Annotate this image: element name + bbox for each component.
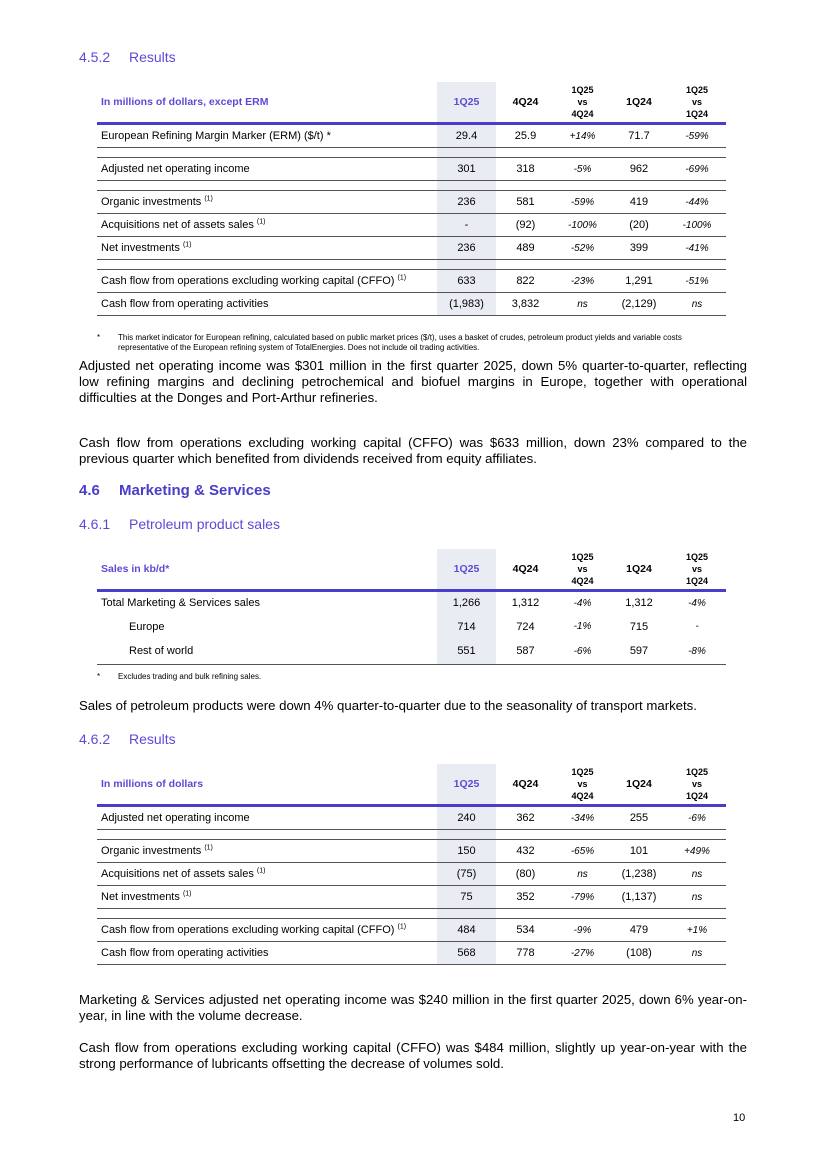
cell-1q25: 301 bbox=[437, 158, 496, 181]
header-part: 1Q25 bbox=[571, 85, 594, 95]
cell-var-1q24: -6% bbox=[688, 812, 706, 824]
row-label bbox=[97, 863, 437, 886]
cell-var-1q24: -59% bbox=[685, 130, 709, 142]
cell-var-4q24: -1% bbox=[573, 621, 592, 632]
row-label-text: Adjusted net operating income bbox=[101, 812, 250, 824]
cell-1q24: 1,312 bbox=[625, 597, 653, 609]
cell-1q24: 255 bbox=[629, 812, 649, 824]
marketing-results-table bbox=[97, 764, 726, 965]
row-label bbox=[97, 293, 437, 316]
footnote-ref: (1) bbox=[397, 923, 407, 931]
table-spacer bbox=[97, 181, 726, 191]
row-label-text: Acquisitions net of assets sales bbox=[101, 868, 254, 880]
header-part: 1Q25 bbox=[685, 85, 709, 95]
cell-4q24: 318 bbox=[496, 158, 555, 181]
cell-1q25: 150 bbox=[437, 840, 496, 863]
paragraph: Sales of petroleum products were down 4% quarter-to-quarter due to the seasonality of transport markets. bbox=[79, 698, 697, 713]
row-label: Rest of world bbox=[97, 639, 437, 664]
table-spacer bbox=[97, 909, 726, 919]
table-row bbox=[97, 840, 726, 863]
table-row bbox=[97, 158, 726, 181]
header-part: 1Q24 bbox=[685, 109, 709, 119]
header-part: vs bbox=[691, 779, 702, 789]
table-spacer bbox=[97, 830, 726, 840]
cell-var-4q24: -52% bbox=[555, 237, 610, 260]
header-part: vs bbox=[577, 779, 588, 789]
header-var-1q24 bbox=[668, 549, 726, 591]
cell-var-1q24: ns bbox=[668, 863, 726, 886]
cell-1q24: (108) bbox=[610, 942, 668, 965]
cell-1q24: 71.7 bbox=[628, 130, 650, 142]
cell-var-4q24: -79% bbox=[555, 886, 610, 909]
table-row bbox=[97, 237, 726, 260]
cell-var-4q24: -100% bbox=[555, 214, 610, 237]
row-label-text: Organic investments bbox=[101, 196, 202, 208]
cell-4q24: 534 bbox=[496, 919, 555, 942]
cell-1q24: (1,238) bbox=[610, 863, 668, 886]
cell-1q24: 419 bbox=[610, 191, 668, 214]
row-label bbox=[97, 158, 437, 181]
table-header-row bbox=[97, 764, 726, 806]
table-row bbox=[97, 919, 726, 942]
row-label bbox=[97, 191, 437, 214]
cell-1q24: 1,291 bbox=[610, 270, 668, 293]
table-row bbox=[97, 806, 726, 830]
cell-var-4q24: -5% bbox=[555, 158, 610, 181]
footnote-ref: (1) bbox=[204, 195, 213, 203]
row-label-text: European Refining Margin Marker (ERM) ($/t) * bbox=[101, 130, 331, 142]
section-title: Petroleum product sales bbox=[129, 516, 280, 532]
cell-var-1q24: ns bbox=[668, 886, 726, 909]
header-4q24: 4Q24 bbox=[496, 82, 555, 124]
paragraph: Marketing & Services adjusted net operating income was $240 million in the first quarter 2025, down 6% year-on-year, in line with the volume decrease. bbox=[79, 992, 747, 1023]
header-part: vs bbox=[691, 564, 702, 574]
cell-4q24: 822 bbox=[496, 270, 555, 293]
cell-var-4q24: -59% bbox=[555, 191, 610, 214]
cell-1q25: 568 bbox=[437, 942, 496, 965]
table-row bbox=[97, 214, 726, 237]
row-label bbox=[97, 840, 437, 863]
footnote-marker: * bbox=[97, 672, 101, 681]
cell-4q24: 724 bbox=[516, 620, 535, 633]
cell-1q25: (75) bbox=[437, 863, 496, 886]
header-1q25: 1Q25 bbox=[437, 764, 496, 806]
row-label bbox=[97, 237, 437, 260]
cell-1q24: (20) bbox=[610, 214, 668, 237]
header-label: In millions of dollars, except ERM bbox=[97, 82, 437, 124]
cell-4q24: 432 bbox=[496, 840, 555, 863]
cell-var-1q24: -41% bbox=[668, 237, 726, 260]
footnote-text: Excludes trading and bulk refining sales. bbox=[118, 672, 262, 681]
cell-var-1q24: -44% bbox=[668, 191, 726, 214]
cell-4q24: 489 bbox=[496, 237, 555, 260]
header-1q24: 1Q24 bbox=[610, 82, 668, 124]
section-number: 4.5.2 bbox=[79, 49, 111, 65]
section-heading-4-6 bbox=[79, 482, 271, 499]
row-label bbox=[97, 942, 437, 965]
row-label-text: Acquisitions net of assets sales bbox=[101, 219, 254, 231]
cell-1q24: (1,137) bbox=[610, 886, 668, 909]
table-header-row bbox=[97, 549, 726, 591]
footnote-ref: (1) bbox=[182, 241, 192, 249]
petroleum-sales-table bbox=[97, 549, 726, 665]
header-var-1q24 bbox=[668, 82, 726, 124]
header-var-1q24 bbox=[668, 764, 726, 806]
header-part: vs bbox=[577, 564, 588, 574]
cell-var-1q24: ns bbox=[668, 942, 726, 965]
section-heading-4-6-1 bbox=[79, 516, 280, 532]
row-label-text: Cash flow from operations excluding working capital (CFFO) bbox=[101, 924, 395, 936]
cell-var-4q24: ns bbox=[555, 863, 610, 886]
page-number: 10 bbox=[733, 1112, 746, 1124]
cell-var-1q24: - bbox=[695, 621, 699, 632]
row-label bbox=[97, 124, 437, 148]
footnote-ref: (1) bbox=[204, 844, 213, 852]
cell-var-4q24: -9% bbox=[555, 919, 610, 942]
paragraph: Cash flow from operations excluding working capital (CFFO) was $633 million, down 23% compared to the previous quarter which benefited from dividends received from equity affiliates. bbox=[79, 435, 747, 466]
cell-4q24: 778 bbox=[496, 942, 555, 965]
cell-1q25: 236 bbox=[437, 237, 496, 260]
header-part: 1Q24 bbox=[685, 576, 709, 586]
table-header-row bbox=[97, 82, 726, 124]
cell-var-4q24: -23% bbox=[555, 270, 610, 293]
section-title: Results bbox=[129, 731, 176, 747]
cell-var-1q24: ns bbox=[668, 293, 726, 316]
table-spacer bbox=[97, 260, 726, 270]
cell-4q24: 25.9 bbox=[514, 130, 537, 142]
cell-var-1q24: -51% bbox=[668, 270, 726, 293]
cell-1q25: (1,983) bbox=[437, 293, 496, 316]
cell-var-4q24: -6% bbox=[555, 639, 610, 664]
table-row bbox=[97, 124, 726, 148]
section-heading-4-5-2 bbox=[79, 49, 176, 65]
section-title: Marketing & Services bbox=[119, 482, 271, 499]
refining-results-table bbox=[97, 82, 726, 316]
header-part: vs bbox=[577, 97, 588, 107]
table-row bbox=[97, 863, 726, 886]
row-label bbox=[97, 886, 437, 909]
section-number: 4.6 bbox=[79, 482, 100, 499]
row-label-text: Net investments bbox=[101, 891, 180, 903]
cell-var-4q24: -27% bbox=[555, 942, 610, 965]
header-part: 4Q24 bbox=[571, 109, 594, 119]
table-row bbox=[97, 591, 726, 615]
cell-1q25: 714 bbox=[437, 614, 496, 639]
table-row bbox=[97, 191, 726, 214]
header-part: 1Q25 bbox=[571, 552, 594, 562]
header-part: 1Q25 bbox=[571, 767, 594, 777]
row-label-text: Cash flow from operating activities bbox=[101, 298, 269, 310]
table-row bbox=[97, 614, 726, 639]
header-part: vs bbox=[691, 97, 702, 107]
table-row bbox=[97, 270, 726, 293]
header-var-4q24 bbox=[555, 764, 610, 806]
cell-var-1q24: -100% bbox=[668, 214, 726, 237]
header-label: Sales in kb/d* bbox=[97, 549, 437, 591]
cell-1q25: 240 bbox=[437, 806, 496, 830]
table-footnote bbox=[97, 672, 727, 682]
cell-1q24: 597 bbox=[610, 639, 668, 664]
cell-1q24: 962 bbox=[610, 158, 668, 181]
header-4q24: 4Q24 bbox=[496, 764, 555, 806]
header-var-4q24 bbox=[555, 82, 610, 124]
header-label: In millions of dollars bbox=[97, 764, 437, 806]
section-number: 4.6.2 bbox=[79, 731, 111, 747]
header-part: 1Q24 bbox=[685, 791, 709, 801]
row-label bbox=[97, 806, 437, 830]
header-part: 1Q25 bbox=[685, 552, 709, 562]
header-var-4q24 bbox=[555, 549, 610, 591]
cell-4q24: 581 bbox=[496, 191, 555, 214]
cell-4q24: 3,832 bbox=[496, 293, 555, 316]
table-footnote bbox=[97, 333, 727, 353]
cell-4q24: 362 bbox=[516, 812, 535, 824]
footnote-ref: (1) bbox=[397, 274, 407, 282]
row-label-text: Net investments bbox=[101, 242, 180, 254]
header-4q24: 4Q24 bbox=[496, 549, 555, 591]
section-heading-4-6-2 bbox=[79, 731, 176, 747]
header-part: 1Q25 bbox=[685, 767, 709, 777]
cell-1q25: - bbox=[437, 214, 496, 237]
cell-4q24: 352 bbox=[496, 886, 555, 909]
cell-var-1q24: +1% bbox=[668, 919, 726, 942]
cell-var-4q24: ns bbox=[555, 293, 610, 316]
cell-1q24: 101 bbox=[610, 840, 668, 863]
table-row bbox=[97, 942, 726, 965]
footnote-ref: (1) bbox=[256, 218, 266, 226]
row-label-text: Adjusted net operating income bbox=[101, 163, 250, 175]
cell-4q24: (80) bbox=[496, 863, 555, 886]
cell-4q24: 1,312 bbox=[511, 597, 540, 609]
cell-var-4q24: -65% bbox=[555, 840, 610, 863]
header-1q24: 1Q24 bbox=[610, 764, 668, 806]
cell-var-1q24: -4% bbox=[688, 597, 706, 609]
row-label bbox=[97, 214, 437, 237]
cell-var-4q24: -4% bbox=[573, 597, 592, 609]
footnote-text: This market indicator for European refining, calculated based on public market prices ($/t), uses a basket of crudes, petroleum product yields and variable costs representative of the European refining system of TotalEnergies. Does not include oil trading activities. bbox=[118, 333, 682, 352]
table-spacer bbox=[97, 148, 726, 158]
row-label bbox=[97, 270, 437, 293]
cell-1q25: 633 bbox=[437, 270, 496, 293]
cell-var-4q24: +14% bbox=[569, 130, 596, 142]
cell-1q24: 479 bbox=[610, 919, 668, 942]
header-1q24: 1Q24 bbox=[610, 549, 668, 591]
row-label-text: Cash flow from operating activities bbox=[101, 947, 269, 959]
cell-1q25: 29.4 bbox=[437, 124, 496, 148]
footnote-ref: (1) bbox=[256, 867, 266, 875]
row-label-text: Organic investments bbox=[101, 845, 202, 857]
cell-4q24: (92) bbox=[496, 214, 555, 237]
cell-1q25: 75 bbox=[437, 886, 496, 909]
cell-var-4q24: -34% bbox=[570, 812, 595, 824]
cell-1q25: 1,266 bbox=[437, 591, 496, 615]
row-label-text: Cash flow from operations excluding working capital (CFFO) bbox=[101, 275, 395, 287]
cell-1q24: 715 bbox=[629, 620, 649, 633]
cell-1q25: 551 bbox=[437, 639, 496, 664]
table-row bbox=[97, 293, 726, 316]
cell-4q24: 587 bbox=[496, 639, 555, 664]
row-label: Total Marketing & Services sales bbox=[101, 597, 260, 609]
paragraph: Adjusted net operating income was $301 million in the first quarter 2025, down 5% quarter-to-quarter, reflecting low refining margins and declining petrochemical and biofuel margins in Europe, together with operational difficulties at the Donges and Port-Arthur refineries. bbox=[79, 358, 747, 405]
table-row bbox=[97, 639, 726, 664]
section-number: 4.6.1 bbox=[79, 516, 111, 532]
footnote-ref: (1) bbox=[182, 890, 192, 898]
header-part: 4Q24 bbox=[571, 791, 594, 801]
paragraph: Cash flow from operations excluding working capital (CFFO) was $484 million, slightly up year-on-year with the strong performance of lubricants offsetting the decrease of volumes sold. bbox=[79, 1040, 747, 1071]
cell-1q25: 484 bbox=[437, 919, 496, 942]
section-title: Results bbox=[129, 49, 176, 65]
footnote-marker: * bbox=[97, 333, 101, 342]
header-1q25: 1Q25 bbox=[437, 82, 496, 124]
cell-var-1q24: +49% bbox=[668, 840, 726, 863]
header-1q25: 1Q25 bbox=[437, 549, 496, 591]
table-row bbox=[97, 886, 726, 909]
cell-var-1q24: -69% bbox=[668, 158, 726, 181]
row-label: Europe bbox=[129, 620, 165, 633]
cell-1q24: 399 bbox=[610, 237, 668, 260]
cell-1q24: (2,129) bbox=[610, 293, 668, 316]
cell-1q25: 236 bbox=[437, 191, 496, 214]
row-label bbox=[97, 919, 437, 942]
header-part: 4Q24 bbox=[571, 576, 594, 586]
cell-var-1q24: -8% bbox=[668, 639, 726, 664]
